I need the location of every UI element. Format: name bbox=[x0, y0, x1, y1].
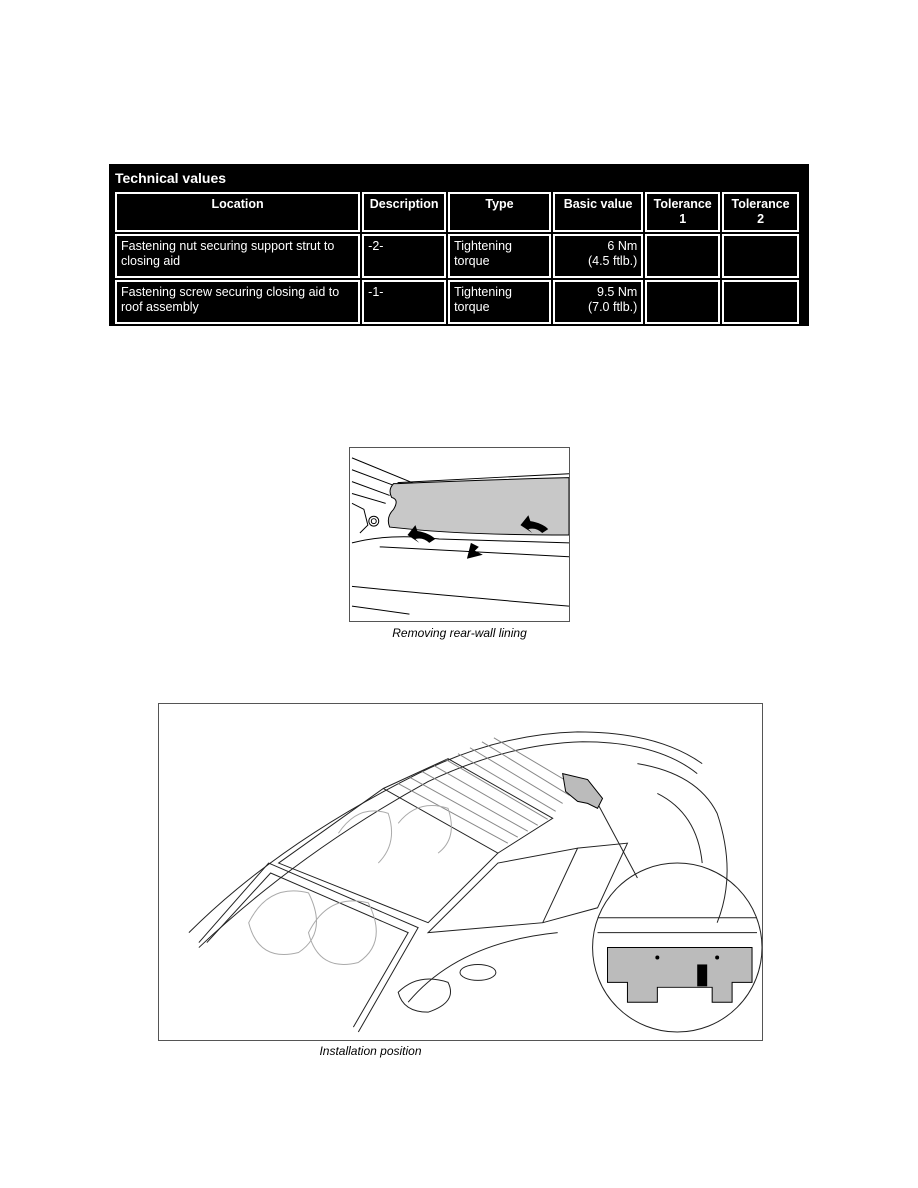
technical-values-table bbox=[109, 164, 809, 326]
cell-type: Tightening torque bbox=[448, 234, 551, 278]
installation-position-illustration bbox=[158, 703, 763, 1041]
cell-tolerance-2 bbox=[722, 280, 799, 324]
column-header-basic-value: Basic value bbox=[553, 192, 643, 232]
basic-value-metric: 6 Nm bbox=[607, 239, 638, 253]
values-table bbox=[113, 190, 801, 326]
basic-value-imperial: (7.0 ftlb.) bbox=[587, 300, 638, 314]
cell-tolerance-2 bbox=[722, 234, 799, 278]
basic-value-metric: 9.5 Nm bbox=[597, 285, 638, 299]
technical-values-title: Technical values bbox=[115, 170, 227, 186]
cell-tolerance-1 bbox=[645, 280, 720, 324]
cell-basic-value bbox=[553, 234, 643, 278]
cell-type: Tightening torque bbox=[448, 280, 551, 324]
column-header-tolerance-2: Tolerance 2 bbox=[722, 192, 799, 232]
table-row bbox=[115, 234, 799, 278]
cell-location: Fastening nut securing support strut to closing aid bbox=[115, 234, 360, 278]
figure-caption: Removing rear-wall lining bbox=[392, 626, 527, 640]
column-header-description: Description bbox=[362, 192, 446, 232]
column-header-location: Location bbox=[115, 192, 360, 232]
cell-basic-value bbox=[553, 280, 643, 324]
rear-wall-lining-drawing bbox=[350, 448, 569, 621]
table-row bbox=[115, 280, 799, 324]
car-installation-drawing bbox=[159, 704, 762, 1040]
basic-value-imperial: (4.5 ftlb.) bbox=[587, 254, 638, 268]
cell-tolerance-1 bbox=[645, 234, 720, 278]
figure-caption: Installation position bbox=[319, 1044, 422, 1058]
table-header-row bbox=[115, 192, 799, 232]
cell-location: Fastening screw securing closing aid to roof assembly bbox=[115, 280, 360, 324]
cell-description: -1- bbox=[362, 280, 446, 324]
column-header-type: Type bbox=[448, 192, 551, 232]
rear-wall-lining-illustration bbox=[349, 447, 570, 622]
cell-description: -2- bbox=[362, 234, 446, 278]
column-header-tolerance-1: Tolerance 1 bbox=[645, 192, 720, 232]
